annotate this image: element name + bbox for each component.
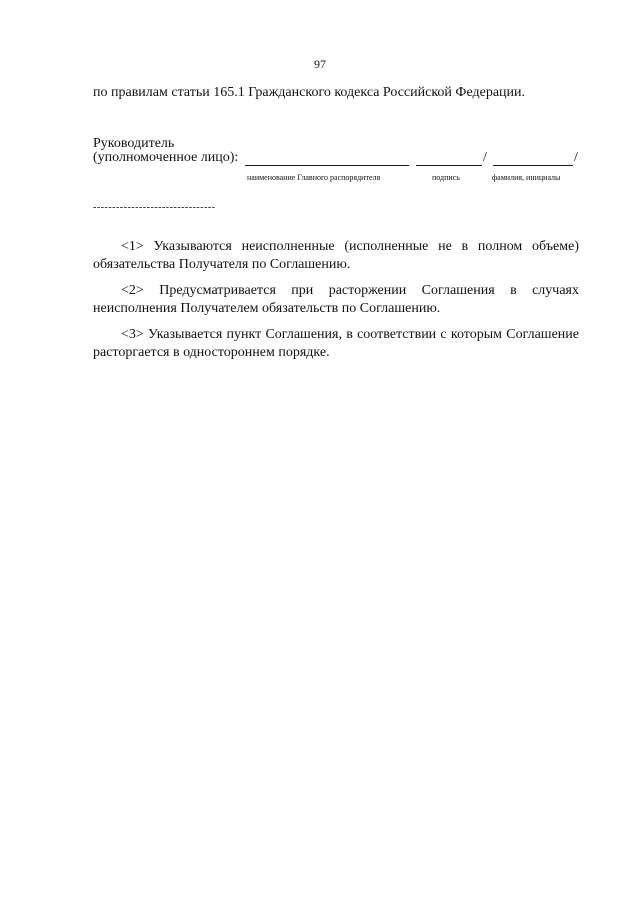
page-number: 97 — [314, 57, 326, 71]
caption-organization: наименование Главного распорядителя — [247, 173, 381, 182]
footnote-2: <2> Предусматривается при расторжении Соглашения в случаях неисполнения Получателем обязательств по Соглашению. — [93, 283, 579, 316]
slash-separator: / — [483, 150, 487, 165]
sign-line — [416, 165, 482, 166]
signature-label: (уполномоченное лицо): — [93, 150, 239, 165]
organization-line — [245, 165, 409, 166]
caption-sign: подпись — [432, 173, 460, 182]
footnote-3: <3> Указывается пункт Соглашения, в соответствии с которым Соглашение расторгается в одностороннем порядке. — [93, 327, 579, 360]
signature-row — [93, 150, 593, 170]
slash-separator: / — [574, 150, 578, 165]
intro-text: по правилам статьи 165.1 Гражданского кодекса Российской Федерации. — [93, 85, 526, 100]
caption-name: фамилия, инициалы — [492, 173, 561, 182]
signature-title: Руководитель — [93, 136, 175, 151]
footnote-1: <1> Указываются неисполненные (исполненные не в полном объеме) обязательства Получателя по Соглашению. — [93, 239, 579, 272]
name-line — [493, 165, 573, 166]
footnote-divider: -------------------------------- — [93, 202, 216, 213]
